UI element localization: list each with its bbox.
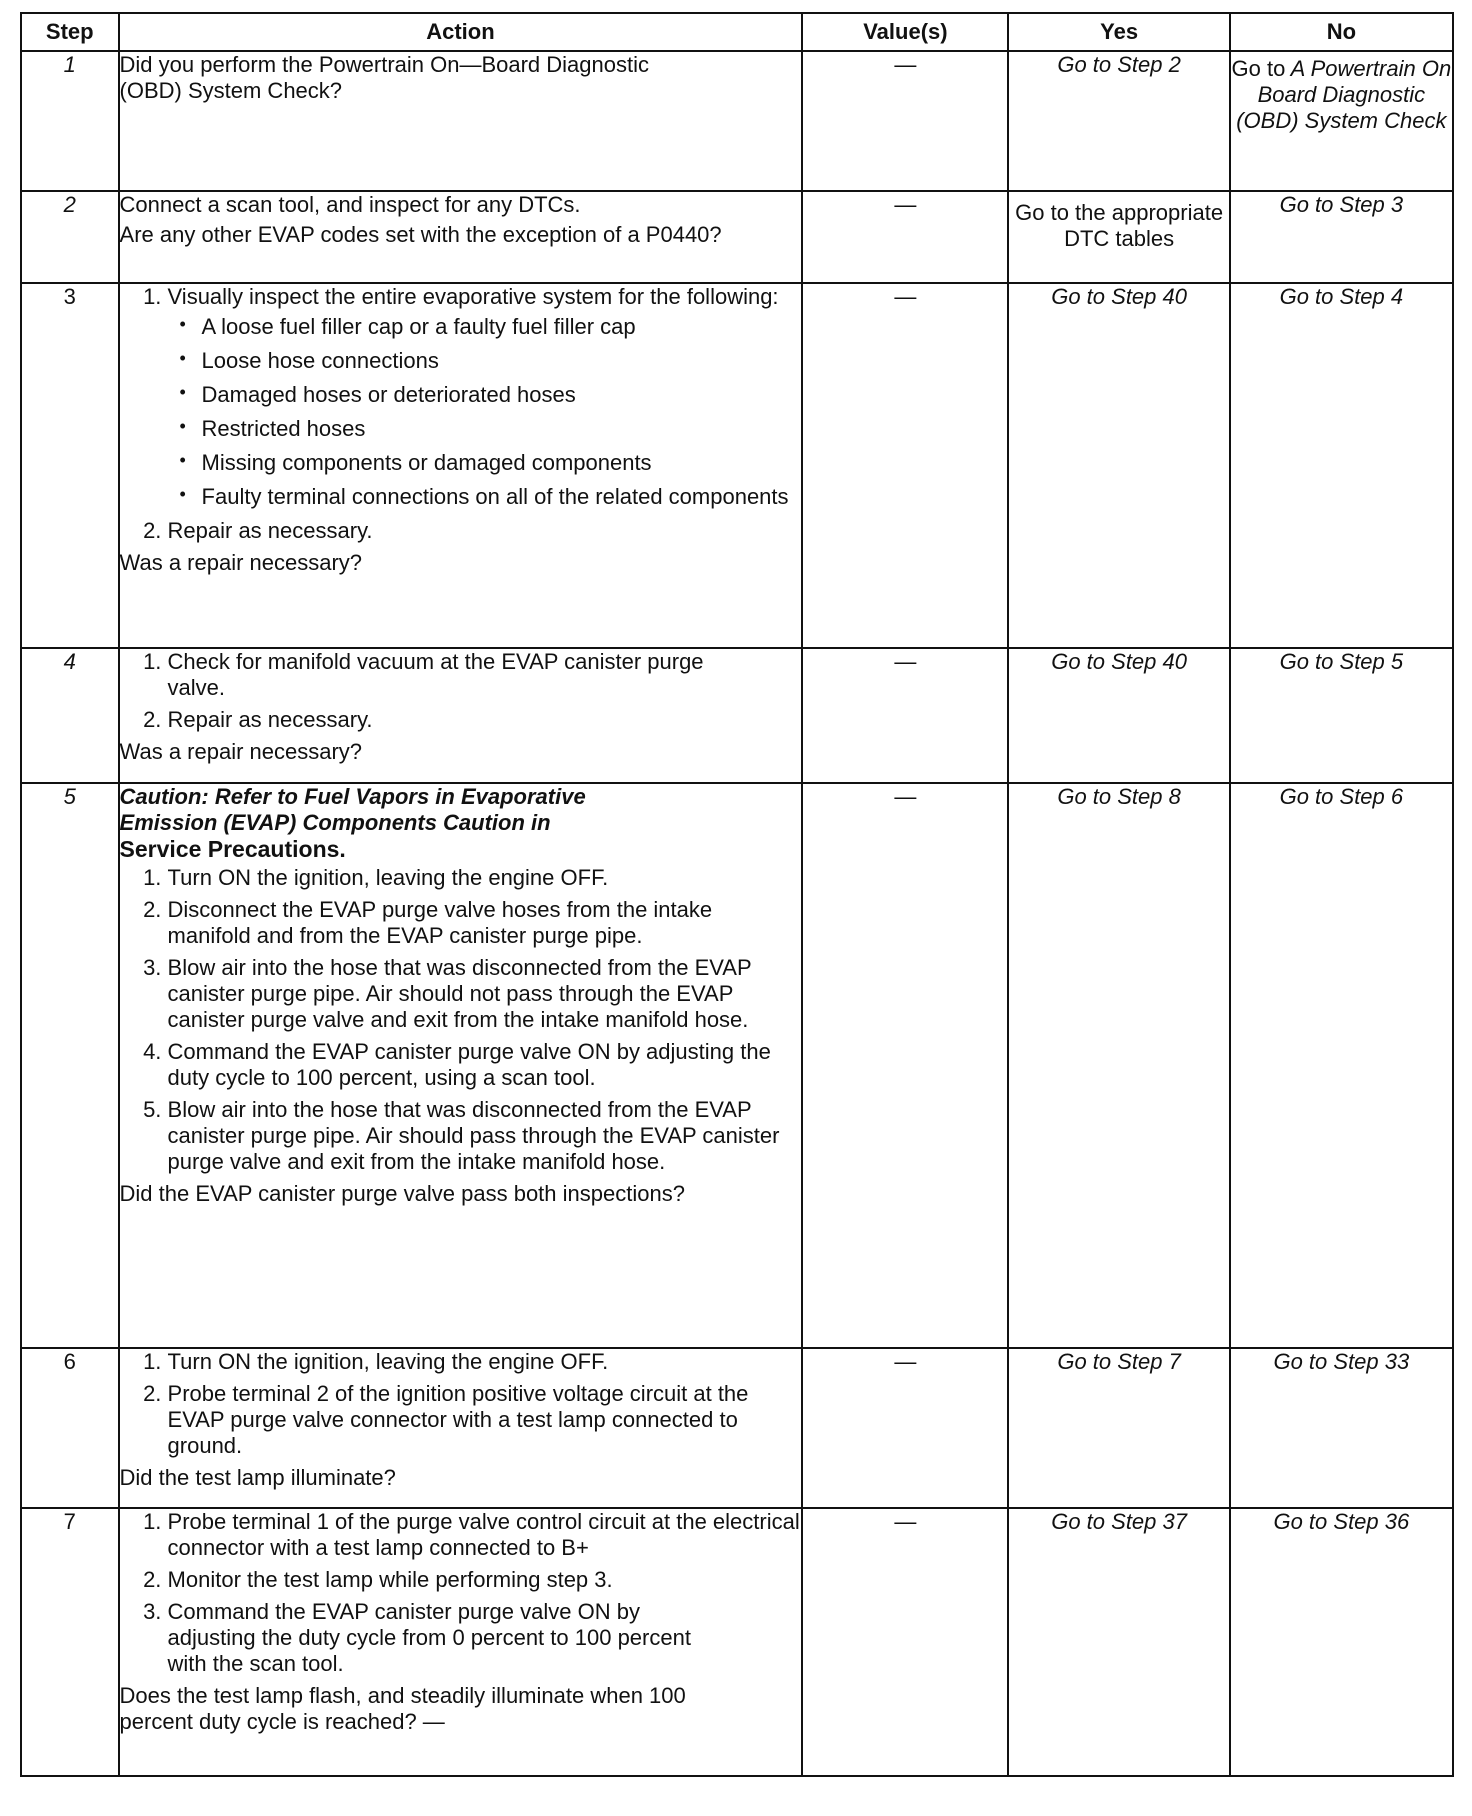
header-no: No [1230,13,1453,51]
no-cell: Go to Step 6 [1230,783,1453,1348]
value-dash: — [894,1349,917,1374]
action-step-item: 4. Command the EVAP canister purge valve ON by adjusting the duty cycle to 100 percent, using a scan tool. [168,1039,802,1091]
value-cell [802,191,1008,283]
value-cell [802,1508,1008,1776]
diagnostic-table [20,12,1454,1777]
table-row [21,783,1453,1348]
yes-cell: Go to Step 7 [1008,1348,1229,1508]
step-number: 2 [21,191,119,283]
action-step-item: 3. Command the EVAP canister purge valve ON by adjusting the duty cycle from 0 percent to 100 percent with the scan tool. [168,1599,722,1677]
inspection-bullets [168,314,802,510]
caution-note: Caution: Refer to Fuel Vapors in Evaporative Emission (EVAP) Components Caution in [119,784,586,835]
action-step-item: 2. Probe terminal 2 of the ignition positive voltage circuit at the EVAP purge valve connector with a test lamp connected to ground. [168,1381,802,1459]
action-question: Did the EVAP canister purge valve pass both inspections? [119,1180,685,1206]
action-step-item: 3. Blow air into the hose that was disconnected from the EVAP canister purge pipe. Air should not pass through the EVAP canister purge valve and exit from the intake manifold hose. [168,955,802,1033]
yes-cell: Go to Step 8 [1008,783,1229,1348]
yes-cell: Go to Step 2 [1008,51,1229,191]
action-cell [119,191,803,283]
action-question: Was a repair necessary? [119,738,363,764]
action-text: Did you perform the Powertrain On—Board Diagnostic (OBD) System Check? [119,52,649,103]
no-cell: Go to Step 36 [1230,1508,1453,1776]
yes-cell: Go to Step 40 [1008,648,1229,783]
yes-cell: Go to the appropriate DTC tables [1008,191,1229,283]
value-dash: — [894,52,917,77]
action-step-item: 2. Repair as necessary. [168,518,802,544]
no-prefix: Go to [1231,56,1286,81]
action-question: Does the test lamp flash, and steadily illuminate when 100 percent duty cycle is reached? — [119,1682,686,1734]
action-cell [119,648,803,783]
bullet-item: • Faulty terminal connections on all of the related components [202,484,802,510]
no-cell: Go to Step 5 [1230,648,1453,783]
table-row [21,648,1453,783]
header-row [21,13,1453,51]
header-values: Value(s) [802,13,1008,51]
action-question: Was a repair necessary? [119,549,363,575]
action-step-item: 2. Monitor the test lamp while performing step 3. [168,1567,802,1593]
action-step-item [168,284,802,510]
action-cell [119,51,803,191]
value-cell [802,1348,1008,1508]
header-action: Action [119,13,803,51]
header-step: Step [21,13,119,51]
step-number: 7 [21,1508,119,1776]
action-step-item: 1. Turn ON the ignition, leaving the engine OFF. [168,1349,802,1375]
value-dash: — [894,284,917,309]
action-step-item: 2. Repair as necessary. [168,707,802,733]
action-step-text: Visually inspect the entire evaporative system for the following: [167,284,779,309]
bullet-item: • Missing components or damaged components [202,450,802,476]
bullet-item: • Restricted hoses [202,416,802,442]
action-step-item: 2. Disconnect the EVAP purge valve hoses from the intake manifold and from the EVAP canister purge pipe. [168,897,802,949]
step-number: 6 [21,1348,119,1508]
no-link: A Powertrain On Board Diagnostic (OBD) System Check [1236,56,1452,133]
action-cell [119,283,803,648]
yes-cell: Go to Step 40 [1008,283,1229,648]
value-cell [802,283,1008,648]
action-step-item: 1. Check for manifold vacuum at the EVAP canister purge valve. [168,649,762,701]
no-cell-text [1232,56,1452,133]
action-steps [120,649,802,733]
action-step-item: 5. Blow air into the hose that was disconnected from the EVAP canister purge pipe. Air should pass through the EVAP canister purge valve and exit from the intake manifold hose. [168,1097,802,1175]
step-number: 4 [21,648,119,783]
caution-note-end: Service Precautions. [119,835,346,862]
action-step-item: 1. Probe terminal 1 of the purge valve control circuit at the electrical connector with a test lamp connected to B+ [168,1509,802,1561]
action-steps [120,865,802,1174]
no-cell: Go to Step 4 [1230,283,1453,648]
action-question: Did the test lamp illuminate? [119,1464,396,1490]
value-dash: — [894,1509,917,1534]
bullet-item: • Damaged hoses or deteriorated hoses [202,382,802,408]
value-cell [802,648,1008,783]
action-steps [120,1349,802,1459]
no-cell: Go to Step 3 [1230,191,1453,283]
action-cell [119,1348,803,1508]
action-question: Are any other EVAP codes set with the exception of a P0440? [119,221,722,247]
table-row [21,283,1453,648]
table-row [21,1348,1453,1508]
action-steps [120,284,802,544]
action-cell [119,783,803,1348]
step-number: 1 [21,51,119,191]
action-step-item: 1. Turn ON the ignition, leaving the engine OFF. [168,865,802,891]
step-number: 5 [21,783,119,1348]
bullet-item: • Loose hose connections [202,348,802,374]
action-text: Connect a scan tool, and inspect for any DTCs. [119,192,581,217]
yes-cell: Go to Step 37 [1008,1508,1229,1776]
no-cell [1230,51,1453,191]
table-row [21,1508,1453,1776]
action-cell [119,1508,803,1776]
value-cell [802,51,1008,191]
value-dash: — [894,649,917,674]
bullet-item: • A loose fuel filler cap or a faulty fuel filler cap [202,314,802,340]
value-dash: — [894,192,917,217]
table-row [21,51,1453,191]
value-cell [802,783,1008,1348]
step-number: 3 [21,283,119,648]
no-cell: Go to Step 33 [1230,1348,1453,1508]
header-yes: Yes [1008,13,1229,51]
action-steps [120,1509,802,1677]
value-dash: — [894,784,917,809]
table-row [21,191,1453,283]
